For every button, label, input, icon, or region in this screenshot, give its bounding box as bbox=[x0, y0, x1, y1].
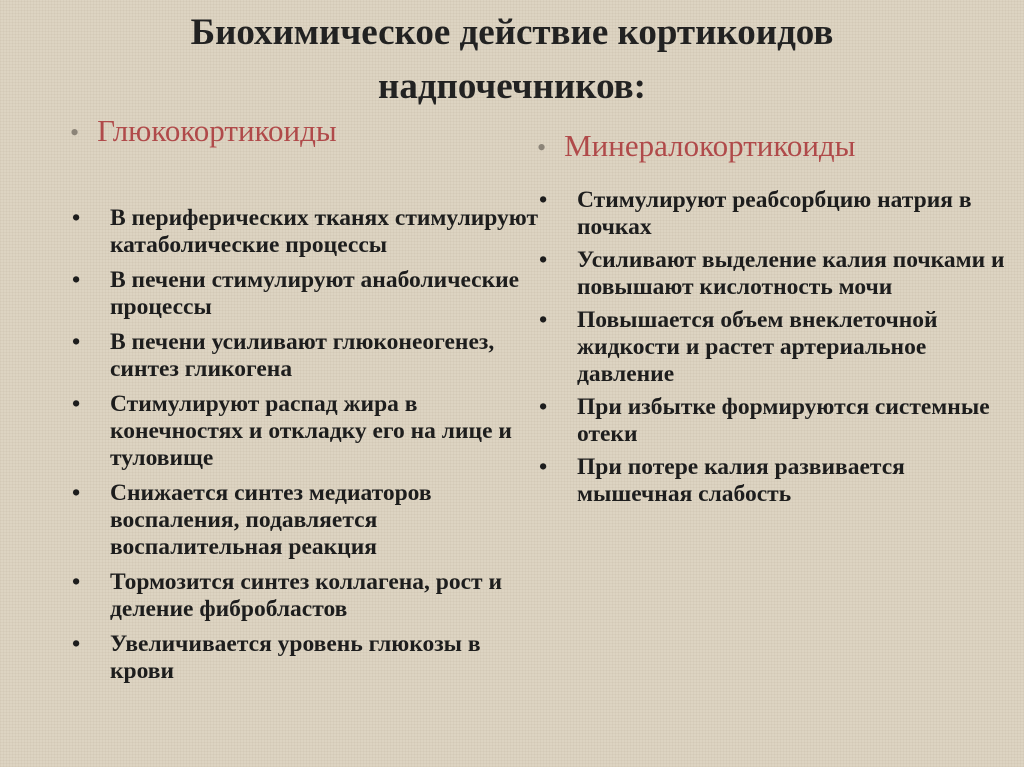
bullet-icon: • bbox=[72, 480, 81, 506]
bullet-icon: • bbox=[72, 569, 81, 595]
bullet-icon: • bbox=[539, 187, 548, 213]
list-item bbox=[72, 631, 540, 685]
list-item-text: Усиливают выделение калия почками и повышают кислотность мочи bbox=[577, 247, 1005, 300]
list-item bbox=[72, 391, 540, 472]
list-item-text: Стимулируют реабсорбцию натрия в почках bbox=[577, 187, 972, 240]
mineralocorticoids-heading: • Минералокортикоиды bbox=[537, 128, 856, 163]
title-line-1: Биохимическое действие кортикоидов bbox=[190, 12, 834, 53]
bullet-icon: • bbox=[537, 133, 547, 162]
list-item bbox=[72, 205, 540, 259]
bullet-icon: • bbox=[539, 247, 548, 273]
list-item-text: Тормозится синтез коллагена, рост и деление фибробластов bbox=[110, 569, 502, 622]
bullet-icon: • bbox=[539, 394, 548, 420]
bullet-icon: • bbox=[72, 205, 81, 231]
list-item-text: Увеличивается уровень глюкозы в крови bbox=[110, 631, 481, 684]
bullet-icon: • bbox=[539, 307, 548, 333]
glucocorticoids-list bbox=[72, 205, 540, 693]
list-item bbox=[72, 267, 540, 321]
list-item bbox=[539, 394, 1022, 448]
list-item-text: В печени стимулируют анаболические процессы bbox=[110, 267, 520, 320]
bullet-icon: • bbox=[72, 631, 81, 657]
list-item-text: При избытке формируются системные отеки bbox=[577, 394, 990, 447]
list-item bbox=[72, 480, 540, 561]
list-item bbox=[72, 329, 540, 383]
list-item bbox=[539, 247, 1022, 301]
list-item-text: При потере калия развивается мышечная слабость bbox=[577, 454, 905, 507]
list-item bbox=[72, 569, 540, 623]
bullet-icon: • bbox=[539, 454, 548, 480]
list-item bbox=[539, 187, 1022, 241]
page-title bbox=[0, 6, 1024, 114]
list-item-text: Снижается синтез медиаторов воспаления, подавляется воспалительная реакция bbox=[110, 480, 432, 560]
bullet-icon: • bbox=[72, 267, 81, 293]
bullet-icon: • bbox=[72, 329, 81, 355]
glucocorticoids-heading: • Глюкокортикоиды bbox=[70, 113, 337, 148]
list-item-text: Повышается объем внеклеточной жидкости и растет артериальное давление bbox=[577, 307, 938, 387]
title-line-2: надпочечников: bbox=[378, 66, 646, 107]
list-item-text: Стимулируют распад жира в конечностях и откладку его на лице и туловище bbox=[110, 391, 512, 471]
list-item-text: В периферических тканях стимулируют катаболические процессы bbox=[110, 205, 539, 258]
bullet-icon: • bbox=[72, 391, 81, 417]
list-item-text: В печени усиливают глюконеогенез, синтез гликогена bbox=[110, 329, 495, 382]
bullet-icon: • bbox=[70, 118, 80, 147]
mineralocorticoids-list bbox=[539, 187, 1022, 514]
list-item bbox=[539, 454, 1022, 508]
list-item bbox=[539, 307, 1022, 388]
